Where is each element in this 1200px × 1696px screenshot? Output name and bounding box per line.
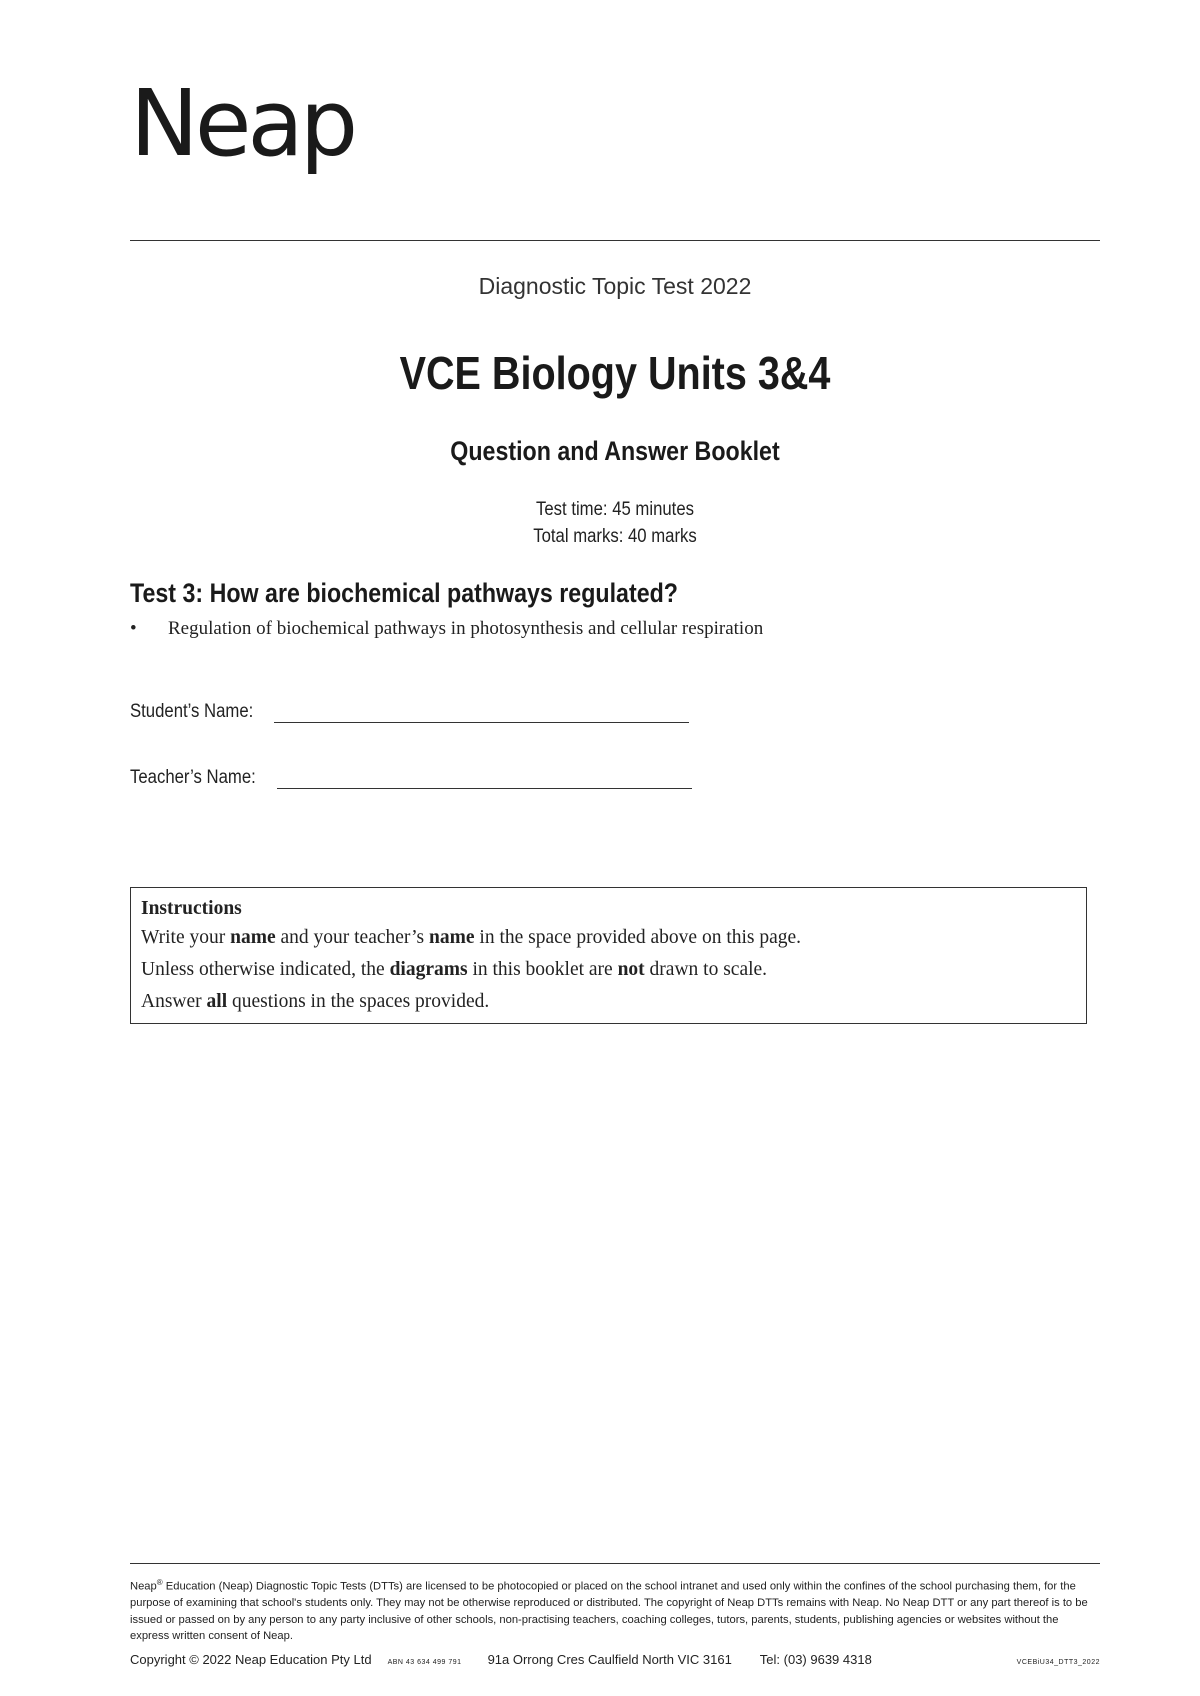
- topic-bullet: [130, 618, 763, 640]
- address: 91a Orrong Cres Caulfield North VIC 3161: [487, 1652, 732, 1667]
- footer-divider: [130, 1563, 1100, 1564]
- bullet-symbol: •: [130, 618, 137, 639]
- instruction-line-2: [141, 954, 1076, 986]
- student-name-field[interactable]: [274, 700, 689, 723]
- student-name-row: [130, 700, 689, 723]
- document-code: VCEBiU34_DTT3_2022: [1016, 1659, 1100, 1666]
- instructions-box: [130, 887, 1087, 1024]
- total-marks: Total marks: 40 marks: [533, 526, 697, 547]
- test-info: [188, 496, 1042, 550]
- teacher-name-row: [130, 766, 692, 789]
- legal-brand: Neap: [130, 1580, 157, 1593]
- emphasis: not: [617, 959, 645, 980]
- instruction-line-3: [141, 986, 1076, 1018]
- legal-text: Education (Neap) Diagnostic Topic Tests (DTTs) are licensed to be photocopied or placed on the school intranet and used only within the confines of the school purchasing them, for the purpose of examining that school's students only. They may not be otherwise reproduced or distributed. The copyright of Neap DTTs remains with Neap. No Neap DTT or any part thereof is to be issued or passed on by any person to any party inclusive of other schools, non-practising teachers, coaching colleges, tutors, parents, students, publishing agencies or websites without the express written consent of Neap.: [130, 1580, 1088, 1643]
- text: Unless otherwise indicated, the: [141, 959, 390, 980]
- test-subtitle: Diagnostic Topic Test 2022: [478, 273, 752, 299]
- company-number: ABN 43 634 499 791: [387, 1659, 462, 1666]
- neap-logo: Neap: [130, 70, 355, 177]
- text: in this booklet are: [467, 959, 618, 980]
- emphasis: name: [429, 927, 475, 948]
- booklet-title: Question and Answer Booklet: [450, 436, 780, 466]
- emphasis: all: [206, 991, 228, 1012]
- text: in the space provided above on this page.: [474, 927, 802, 948]
- student-name-label: Student’s Name:: [130, 701, 254, 722]
- text: Write your: [141, 927, 231, 948]
- test-heading: Test 3: How are biochemical pathways regulated?: [130, 578, 678, 608]
- text: drawn to scale.: [644, 959, 768, 980]
- emphasis: name: [230, 927, 276, 948]
- text: questions in the spaces provided.: [227, 991, 490, 1012]
- header-divider: [130, 240, 1100, 241]
- legal-notice: [130, 1575, 1100, 1645]
- teacher-name-label: Teacher’s Name:: [130, 767, 256, 788]
- telephone: Tel: (03) 9639 4318: [759, 1652, 872, 1667]
- instruction-line-1: [141, 922, 1076, 954]
- instructions-heading: Instructions: [141, 898, 242, 919]
- test-time: Test time: 45 minutes: [536, 499, 694, 520]
- copyright: Copyright © 2022 Neap Education Pty Ltd: [130, 1652, 372, 1667]
- page-title: VCE Biology Units 3&4: [399, 347, 831, 399]
- text: Answer: [141, 991, 207, 1012]
- registered-mark: ®: [156, 1578, 163, 1587]
- teacher-name-field[interactable]: [277, 766, 692, 789]
- footer-bar: [130, 1652, 1100, 1667]
- text: and your teacher’s: [275, 927, 430, 948]
- topic-text: Regulation of biochemical pathways in photosynthesis and cellular respiration: [168, 618, 764, 639]
- emphasis: diagrams: [389, 959, 468, 980]
